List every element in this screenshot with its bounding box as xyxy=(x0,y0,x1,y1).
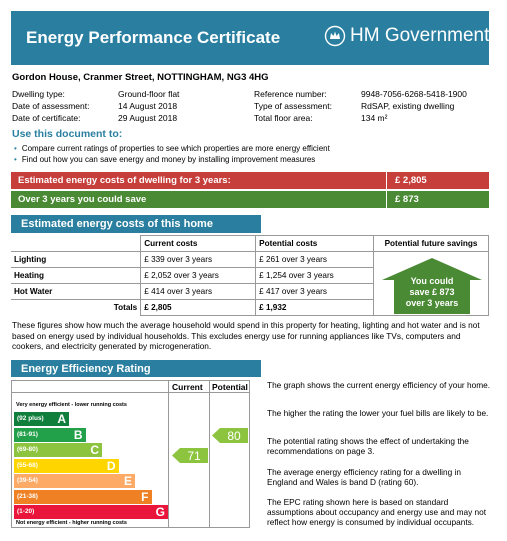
row-label: Hot Water xyxy=(11,284,141,300)
eer-band-f xyxy=(14,490,152,504)
current-cost-cell: £ 2,052 over 3 years xyxy=(141,268,256,284)
band-letter: B xyxy=(73,427,83,442)
potential-cost-cell: £ 1,254 over 3 years xyxy=(256,268,374,284)
detail-label: Date of assessment: xyxy=(12,101,90,111)
eer-note: The higher the rating the lower your fuel bills are likely to be. xyxy=(267,408,489,418)
detail-value: 134 m² xyxy=(361,113,388,123)
detail-value: RdSAP, existing dwelling xyxy=(361,101,455,111)
column-header-savings: Potential future savings xyxy=(374,236,489,252)
detail-label: Total floor area: xyxy=(254,113,313,123)
divider xyxy=(386,191,387,208)
band-range: (55-68) xyxy=(17,461,38,469)
band-letter: F xyxy=(141,489,149,504)
band-range: (39-54) xyxy=(17,477,38,484)
list-item xyxy=(14,144,330,153)
band-range: (92 plus) xyxy=(17,415,44,422)
savings-label: Over 3 years you could save xyxy=(18,194,147,205)
costs-explanation: These figures show how much the average household would spend in this property for heating, lighting and hot water and is not based on energy used by individual households. This excludes energy use for running appliances like TVs, computers and cookers, and electricity generated by microgeneration. xyxy=(12,320,480,351)
savings-line: save £ 873 xyxy=(409,287,455,297)
column-header-potential: Potential costs xyxy=(256,236,374,252)
eer-heading-text: Energy Efficiency Rating xyxy=(21,363,151,375)
band-range: (81-91) xyxy=(17,430,38,438)
property-address: Gordon House, Cranmer Street, NOTTINGHAM, NG3 4HG xyxy=(12,72,269,83)
current-cost-cell: £ 414 over 3 years xyxy=(141,284,256,300)
estimated-cost-value: £ 2,805 xyxy=(395,175,427,186)
bullet-icon: • xyxy=(14,144,17,153)
costs-heading-text: Estimated energy costs of this home xyxy=(21,218,213,230)
eer-column-current: Current xyxy=(172,382,203,392)
royal-crest-icon xyxy=(324,25,346,47)
eer-note: The graph shows the current energy efficiency of your home. xyxy=(267,380,491,390)
estimated-cost-label: Estimated energy costs of dwelling for 3 years: xyxy=(18,175,231,186)
list-item xyxy=(14,155,315,164)
eer-band-a xyxy=(14,412,69,426)
eer-bottom-note: Not energy efficient - higher running costs xyxy=(16,520,127,526)
eer-band-b xyxy=(14,428,86,442)
brand-text: HM Government xyxy=(350,25,490,46)
eer-band-d xyxy=(14,459,119,473)
list-item-text: Find out how you can save energy and money by installing improvement measures xyxy=(21,155,316,164)
eer-section-heading xyxy=(11,360,261,377)
divider xyxy=(386,172,387,189)
detail-value: 14 August 2018 xyxy=(118,101,178,111)
eer-note: The potential rating shows the effect of undertaking the recommendations on page 3. xyxy=(267,436,469,456)
potential-cost-cell: £ 261 over 3 years xyxy=(256,252,374,268)
band-letter: G xyxy=(155,505,165,519)
eer-note: The EPC rating shown here is based on standard assumptions about occupancy and energy use and may not reflect how energy is consumed by individual occupants. xyxy=(267,497,487,527)
eer-band-e xyxy=(14,474,135,488)
row-label: Lighting xyxy=(11,252,141,268)
band-letter: C xyxy=(90,443,99,457)
potential-rating-value: 80 xyxy=(227,429,241,443)
list-item-text: Compare current ratings of properties to see which properties are more energy efficient xyxy=(21,144,330,153)
eer-top-note: Very energy efficient - lower running costs xyxy=(16,402,127,408)
detail-label: Dwelling type: xyxy=(12,89,65,99)
current-cost-cell: £ 339 over 3 years xyxy=(141,252,256,268)
detail-value: Ground-floor flat xyxy=(118,89,180,99)
divider xyxy=(168,380,169,528)
band-range: (1-20) xyxy=(17,508,35,515)
band-letter: A xyxy=(57,412,66,426)
band-range: (21-38) xyxy=(17,492,38,500)
detail-label: Type of assessment: xyxy=(254,101,332,111)
totals-label: Totals xyxy=(11,300,141,316)
potential-rating-arrow xyxy=(212,428,248,443)
eer-column-potential: Potential xyxy=(212,382,248,392)
use-document-heading: Use this document to: xyxy=(12,128,123,140)
costs-section-heading xyxy=(11,215,261,233)
band-letter: D xyxy=(106,458,116,473)
savings-house-text xyxy=(381,276,483,309)
detail-value: 29 August 2018 xyxy=(118,113,178,123)
detail-label: Date of certificate: xyxy=(12,113,81,123)
detail-label: Reference number: xyxy=(254,89,327,99)
bullet-icon: • xyxy=(14,155,17,164)
table-header-blank xyxy=(11,236,141,252)
divider xyxy=(209,380,210,528)
eer-band-c xyxy=(14,443,102,457)
eer-band-g xyxy=(14,505,168,519)
row-label: Heating xyxy=(11,268,141,284)
estimated-cost-bar xyxy=(11,172,489,189)
savings-value: £ 873 xyxy=(395,194,419,205)
current-rating-arrow xyxy=(172,448,208,463)
savings-bar xyxy=(11,191,489,208)
savings-line: You could xyxy=(410,276,454,286)
total-current-cell: £ 2,805 xyxy=(141,300,256,316)
current-rating-value: 71 xyxy=(187,449,201,463)
table-header-row xyxy=(11,236,489,252)
page-title: Energy Performance Certificate xyxy=(26,28,281,47)
band-range: (69-80) xyxy=(17,446,38,453)
divider xyxy=(11,392,250,393)
savings-line: over 3 years xyxy=(405,298,459,308)
total-potential-cell: £ 1,932 xyxy=(256,300,374,316)
potential-cost-cell: £ 417 over 3 years xyxy=(256,284,374,300)
column-header-current: Current costs xyxy=(141,236,256,252)
hm-government-logo xyxy=(324,25,489,47)
band-letter: E xyxy=(123,474,132,488)
eer-note: The average energy efficiency rating for a dwelling in England and Wales is band D (rating 60). xyxy=(267,467,462,487)
detail-value: 9948-7056-6268-5418-1900 xyxy=(361,89,467,99)
